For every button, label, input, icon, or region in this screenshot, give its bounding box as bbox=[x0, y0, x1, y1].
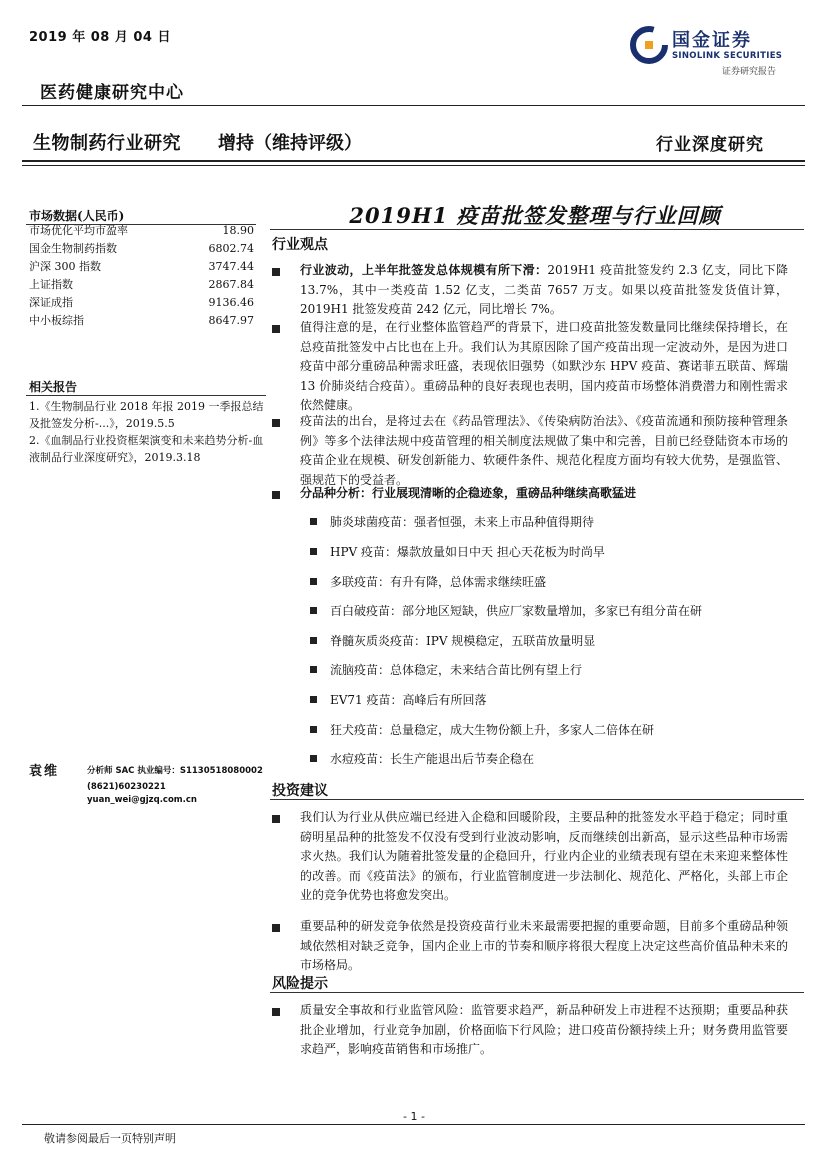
paragraph: 疫苗法的出台，是将过去在《药品管理法》、《传染病防治法》、《疫苗流通和预防接种管理条例》等多个法律法规中疫苗管理的相关制度法规做了集中和完善，目前已经登陆资本市场的疫苗企业在规模、研发创新能力、软硬件条件、规范化程度方面均有较大优势，是强监管、强规范下的受益者。 bbox=[300, 414, 788, 487]
paragraph-bold: 分品种分析：行业展现清晰的企稳迹象，重磅品种继续高歌猛进 bbox=[300, 486, 637, 500]
bullet-icon bbox=[272, 491, 280, 499]
research-center: 医药健康研究中心 bbox=[40, 83, 184, 103]
related-report-link[interactable]: 2.《血制品行业投资框架演变和未来趋势分析-血液制品行业深度研究》，2019.3.18 bbox=[29, 434, 264, 464]
list-item: 肺炎球菌疫苗：强者恒强，未来上市品种值得期待 bbox=[330, 515, 595, 529]
rating: 增持（维持评级） bbox=[218, 133, 362, 154]
analyst-email[interactable]: yuan_wei@gjzq.com.cn bbox=[87, 795, 197, 805]
paragraph: 质量安全事故和行业监管风险：监管要求趋严，新品种研发上市进程不达预期；重要品种获批企业增加，行业竞争加剧，价格面临下行风险；进口疫苗份额持续上升；财务费用监管要求趋严，影响疫苗销售和市场推广。 bbox=[300, 1003, 788, 1057]
list-item: EV71 疫苗：高峰后有所回落 bbox=[330, 693, 487, 707]
divider bbox=[270, 799, 804, 800]
sub-bullet-icon bbox=[310, 518, 317, 525]
analyst-name: 袁维 bbox=[29, 764, 60, 779]
list-item: 水痘疫苗：长生产能退出后节奏企稳在 bbox=[330, 752, 535, 766]
market-row: 中小板综指 8647.97 bbox=[29, 314, 254, 327]
divider bbox=[26, 395, 266, 396]
paragraph: 我们认为行业从供应端已经进入企稳和回暖阶段，主要品种的批签发水平趋于稳定；同时重磅明星品种的批签发不仅没有受到行业波动影响，反而继续创出新高，显示这些品种市场需求火热。我们认为随着批签发量的企稳回升，行业内企业的业绩表现有望在未来迎来整体性的改善。而《疫苗法》的颁布，行业监管制度进一步法制化、规范化、严格化，头部上市企业的竞争优势也将愈发突出。 bbox=[300, 810, 788, 903]
industry-name: 生物制药行业研究 bbox=[33, 133, 181, 154]
bullet-icon bbox=[272, 815, 280, 823]
market-row: 市场优化平均市盈率 18.90 bbox=[29, 224, 254, 237]
list-item: HPV 疫苗：爆款放量如日中天 担心天花板为时尚早 bbox=[330, 545, 605, 559]
bullet-icon bbox=[272, 268, 280, 276]
list-item: 脊髓灰质炎疫苗：IPV 规模稳定，五联苗放量明显 bbox=[330, 634, 596, 648]
divider bbox=[22, 165, 805, 166]
bullet-icon bbox=[272, 924, 280, 932]
paragraph: 行业波动，上半年批签发总体规模有所下滑：2019H1 疫苗批签发约 2.3 亿支，同比下降 13.7%，其中一类疫苗 1.52 亿支，二类苗 7657 万支。如果以疫苗批签发货值计算，2019H1 批签发疫苗 242 亿元，同比增长 7%。 bbox=[300, 263, 788, 317]
market-data-title: 市场数据(人民币) bbox=[29, 209, 125, 223]
paragraph: 值得注意的是，在行业整体监管趋严的背景下，进口疫苗批签发数量同比继续保持增长，在总疫苗批签发中占比也在上升。我们认为其原因除了国产疫苗出现一定波动外，是因为进口疫苗中部分重磅品种需求旺盛，表现依旧强势（如默沙东 HPV 疫苗、赛诺菲五联苗、辉瑞 13 价肺炎结合疫苗）。重磅品种的良好表现也表明，国内疫苗市场整体消费潜力和刚性需求依然健康。 bbox=[300, 320, 788, 413]
sub-bullet-icon bbox=[310, 637, 317, 644]
report-category: 证券研究报告 bbox=[722, 67, 777, 77]
sub-bullet-icon bbox=[310, 755, 317, 762]
page-number: - 1 - bbox=[403, 1110, 425, 1123]
sub-bullet-icon bbox=[310, 696, 317, 703]
bullet-icon bbox=[272, 325, 280, 333]
divider bbox=[22, 105, 805, 106]
related-report-link[interactable]: 1.《生物制品行业 2018 年报 2019 一季报总结及批签发分析-...》，2019.5.5 bbox=[29, 400, 264, 430]
market-row: 国金生物制药指数 6802.74 bbox=[29, 242, 254, 255]
divider bbox=[270, 229, 804, 230]
list-item: 流脑疫苗：总体稳定，未来结合苗比例有望上行 bbox=[330, 663, 583, 677]
sub-bullet-icon bbox=[310, 548, 317, 555]
analyst-sac: 分析师 SAC 执业编号：S1130518080002 bbox=[87, 766, 263, 776]
sub-bullet-icon bbox=[310, 578, 317, 585]
report-date: 2019 年 08 月 04 日 bbox=[29, 30, 171, 45]
section-heading-risk: 风险提示 bbox=[272, 976, 328, 992]
section-heading-views: 行业观点 bbox=[272, 237, 328, 253]
divider bbox=[22, 1124, 805, 1125]
list-item: 百白破疫苗：部分地区短缺，供应厂家数量增加，多家已有组分苗在研 bbox=[330, 604, 703, 618]
section-heading-investment: 投资建议 bbox=[272, 783, 328, 799]
disclaimer-note: 敬请参阅最后一页特别声明 bbox=[44, 1132, 176, 1145]
market-row: 上证指数 2867.84 bbox=[29, 278, 254, 291]
sinolink-logo-icon bbox=[630, 26, 668, 64]
bullet-icon bbox=[272, 1008, 280, 1016]
list-item: 多联疫苗：有升有降，总体需求继续旺盛 bbox=[330, 575, 547, 589]
market-row: 沪深 300 指数 3747.44 bbox=[29, 260, 254, 273]
analyst-phone: (8621)60230221 bbox=[87, 782, 166, 792]
logo-en-text: SINOLINK SECURITIES bbox=[672, 51, 783, 61]
related-reports-title: 相关报告 bbox=[29, 380, 78, 394]
sub-bullet-icon bbox=[310, 607, 317, 614]
divider bbox=[22, 160, 805, 162]
report-type: 行业深度研究 bbox=[656, 135, 764, 155]
market-row: 深证成指 9136.46 bbox=[29, 296, 254, 309]
sub-bullet-icon bbox=[310, 666, 317, 673]
divider bbox=[270, 992, 804, 993]
sub-bullet-icon bbox=[310, 726, 317, 733]
list-item: 狂犬疫苗：总量稳定，成大生物份额上升，多家人二倍体在研 bbox=[330, 723, 655, 737]
paragraph: 重要品种的研发竞争依然是投资疫苗行业未来最需要把握的重要命题，目前多个重磅品种领域依然相对缺乏竞争，国内企业上市的节奏和顺序将很大程度上决定这些高价值品种未来的市场格局。 bbox=[300, 919, 788, 973]
logo-cn-text: 国金证券 bbox=[672, 30, 752, 51]
bullet-icon bbox=[272, 419, 280, 427]
report-title: 2019H1 疫苗批签发整理与行业回顾 bbox=[349, 203, 721, 228]
